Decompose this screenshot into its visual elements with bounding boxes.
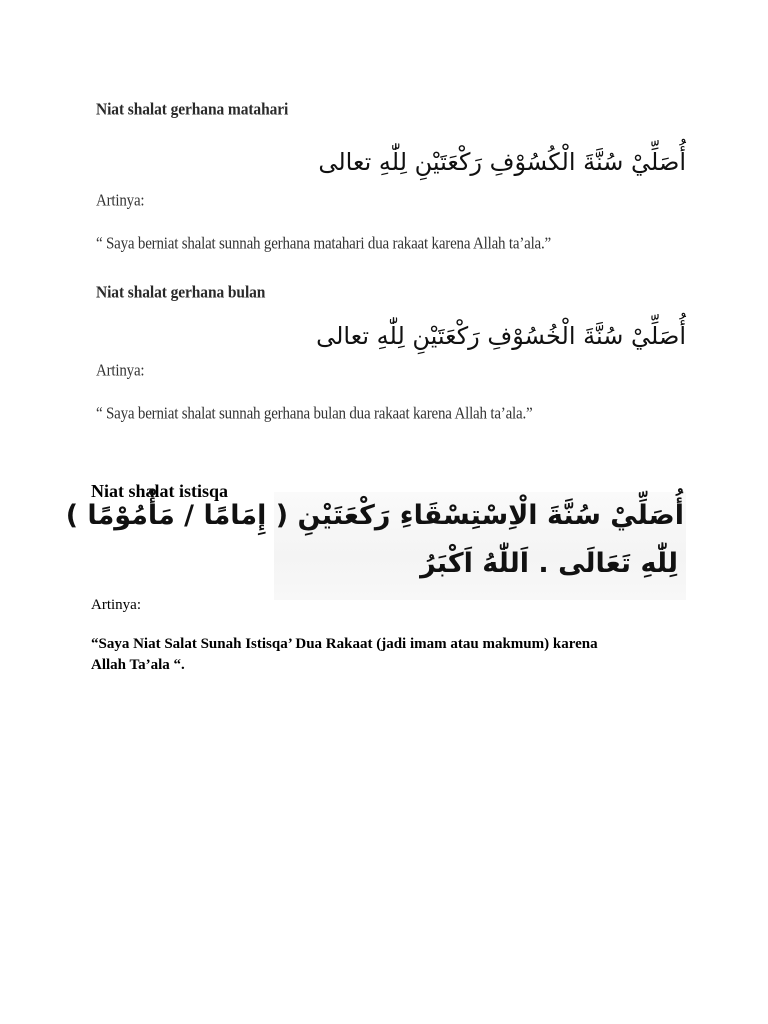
arabic-niat-gerhana-matahari: أُصَلِّيْ سُنَّةَ الْكُسُوْفِ رَكْعَتَيْنِ لِلّٰهِ تعالى — [318, 148, 686, 176]
heading-gerhana-bulan: Niat shalat gerhana bulan — [96, 283, 266, 303]
arabic-niat-istisqa-line1: أُصَلِّيْ سُنَّةَ الْاِسْتِسْقَاءِ رَكْعَتَيْنِ ( إِمَامًا / مَأْمُوْمًا ) — [65, 500, 684, 531]
translation-gerhana-matahari: “ Saya berniat shalat sunnah gerhana matahari dua rakaat karena Allah ta’ala.” — [96, 235, 552, 253]
arabic-niat-gerhana-bulan: أُصَلِّيْ سُنَّةَ الْخُسُوْفِ رَكْعَتَيْنِ لِلّٰهِ تعالى — [316, 322, 686, 350]
arabic-niat-istisqa-line2: لِلّٰهِ تَعَالَى . اَللّٰهُ اَكْبَرُ — [420, 548, 678, 579]
heading-istisqa: Niat shalat istisqa — [91, 481, 229, 501]
heading-gerhana-matahari: Niat shalat gerhana matahari — [96, 100, 289, 120]
artinya-label-matahari: Artinya: — [96, 192, 145, 210]
arabic-image-istisqa — [65, 492, 686, 600]
translation-istisqa-line2: Allah Ta’ala “. — [91, 657, 185, 673]
artinya-label-istisqa: Artinya: — [91, 597, 141, 613]
translation-istisqa-line1: “Saya Niat Salat Sunah Istisqa’ Dua Rakaat (jadi imam atau makmum) karena — [91, 636, 598, 652]
translation-gerhana-bulan: “ Saya berniat shalat sunnah gerhana bulan dua rakaat karena Allah ta’ala.” — [96, 405, 533, 423]
artinya-label-bulan: Artinya: — [96, 362, 145, 380]
